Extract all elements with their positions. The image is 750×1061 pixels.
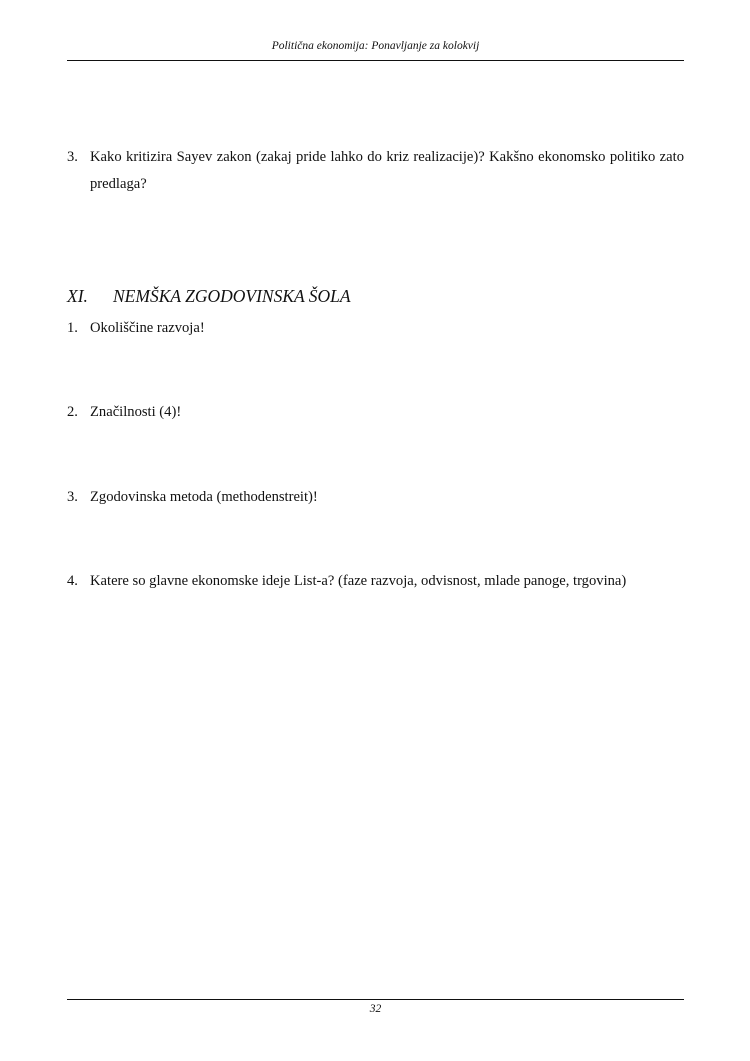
footer-rule	[67, 999, 684, 1000]
question-item	[67, 144, 684, 198]
running-header: Politična ekonomija: Ponavljanje za kolokvij	[271, 40, 480, 52]
section-title: NEMŠKA ZGODOVINSKA ŠOLA	[113, 286, 351, 306]
question-number: 1.	[67, 320, 78, 336]
question-number: 4.	[67, 573, 78, 589]
section-number: XI.	[67, 286, 88, 306]
question-text: Značilnosti (4)!	[90, 404, 182, 420]
question-item	[67, 568, 684, 595]
question-text: Okoliščine razvoja!	[90, 320, 205, 336]
question-text: Kako kritizira Sayev zakon (zakaj pride lahko do kriz realizacije)? Kakšno ekonomsko politiko zato predlaga?	[90, 149, 684, 192]
question-text: Zgodovinska metoda (methodenstreit)!	[90, 489, 318, 505]
question-number: 3.	[67, 489, 78, 505]
page-number: 32	[369, 1003, 382, 1015]
question-item	[67, 484, 684, 511]
question-number: 3.	[67, 149, 78, 165]
section-heading	[67, 286, 351, 307]
question-number: 2.	[67, 404, 78, 420]
question-item	[67, 399, 684, 426]
header-rule	[67, 60, 684, 61]
question-text: Katere so glavne ekonomske ideje List-a? (faze razvoja, odvisnost, mlade panoge, trgovina)	[90, 573, 627, 589]
question-item	[67, 315, 684, 342]
